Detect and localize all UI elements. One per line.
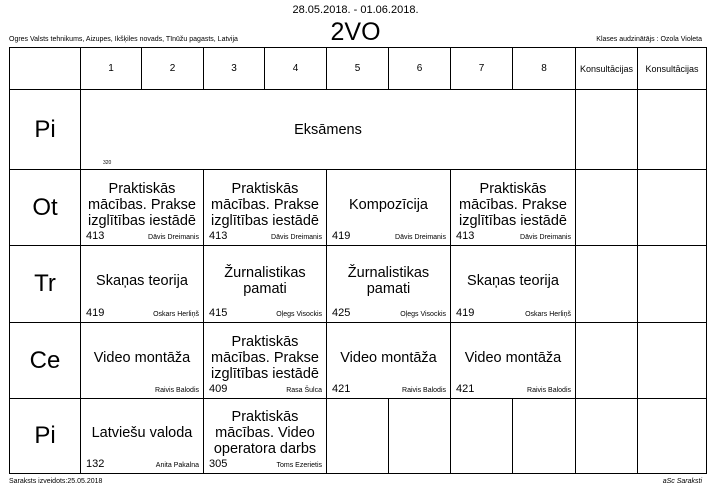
lesson-room: 413 [209,230,228,242]
corner-cell [9,47,81,90]
lesson-room: 421 [332,383,351,395]
class-title: 2VO [330,18,381,46]
lesson-teacher: Raivis Balodis [155,387,199,394]
lesson-room: 413 [456,230,475,242]
consultation-cell [637,322,707,399]
empty-cell [450,398,513,474]
lesson-thu-2[interactable] [203,322,327,399]
consultation-cell [575,398,638,474]
lesson-subject: Praktiskās mācības. Prakse izglītības iestādē [210,333,319,382]
lesson-teacher: Oļegs Visockis [276,311,322,318]
lesson-room: 419 [456,307,475,319]
lesson-subject: Kompozīcija [349,196,428,213]
consultation-cell [637,245,707,323]
lesson-teacher: Anita Pakalna [155,462,199,469]
school-name: Ogres Valsts tehnikums, Aizupes, Ikšķiles novads, Tīnūžu pagasts, Latvija [9,36,238,43]
period-header-2: 2 [141,47,204,90]
day-monday: Pi [9,89,81,170]
lesson-room: 132 [86,458,105,470]
day-wednesday: Tr [9,245,81,323]
lesson-teacher: Dāvis Dreimanis [395,234,446,241]
lesson-subject: Žurnalistikas pamati [224,265,306,297]
lesson-subject: Skaņas teorija [96,273,188,289]
lesson-subject: Latviešu valoda [91,425,193,441]
day-friday: Pi [9,398,81,474]
lesson-subject: Praktiskās mācības. Prakse izglītības iestādē [87,180,196,229]
software-credit: aSc Saraksti [662,478,702,485]
lesson-thu-1[interactable] [80,322,204,399]
lesson-subject: Eksāmens [294,121,362,138]
lesson-mon-exam[interactable] [80,89,576,170]
lesson-teacher: Oskars Herliņš [525,311,571,318]
consultation-cell [575,245,638,323]
period-header-7: 7 [450,47,513,90]
lesson-tue-1[interactable] [80,169,204,246]
empty-cell [512,398,576,474]
lesson-subject: Praktiskās mācības. Prakse izglītības iestādē [210,180,319,229]
lesson-teacher: Dāvis Dreimanis [148,234,199,241]
lesson-tue-4[interactable] [450,169,576,246]
lesson-subject: Praktiskās mācības. Prakse izglītības iestādē [458,180,567,229]
lesson-thu-4[interactable] [450,322,576,399]
lesson-room: 413 [86,230,105,242]
lesson-subject: Video montāža [340,349,437,366]
date-range: 28.05.2018. - 01.06.2018. [292,4,419,16]
period-header-4: 4 [264,47,327,90]
day-thursday: Ce [9,322,81,399]
lesson-teacher: Oskars Herliņš [153,311,199,318]
lesson-teacher: Raivis Balodis [527,387,571,394]
lesson-fri-1[interactable] [80,398,204,474]
lesson-teacher: Toms Ezerietis [276,462,322,469]
lesson-room: 419 [332,230,351,242]
consultation-header-2: Konsultācijas [637,47,707,90]
created-date: Saraksts izveidots:25.05.2018 [9,478,103,485]
lesson-room: 320 [103,160,112,166]
period-header-5: 5 [326,47,389,90]
period-header-3: 3 [203,47,265,90]
period-header-8: 8 [512,47,576,90]
lesson-wed-4[interactable] [450,245,576,323]
lesson-subject: Žurnalistikas pamati [347,265,430,297]
lesson-teacher: Raivis Balodis [402,387,446,394]
class-teacher: Klases audzinātājs : Ozola Violeta [596,36,702,43]
empty-cell [388,398,451,474]
lesson-wed-3[interactable] [326,245,451,323]
lesson-subject: Video montāža [464,349,562,366]
consultation-cell [637,169,707,246]
lesson-wed-1[interactable] [80,245,204,323]
period-header-1: 1 [80,47,142,90]
lesson-room: 419 [86,307,105,319]
lesson-wed-2[interactable] [203,245,327,323]
day-tuesday: Ot [9,169,81,246]
lesson-room: 409 [209,383,228,395]
lesson-room: 305 [209,458,228,470]
empty-cell [326,398,389,474]
lesson-tue-3[interactable] [326,169,451,246]
lesson-room: 415 [209,307,228,319]
lesson-tue-2[interactable] [203,169,327,246]
consultation-cell [575,322,638,399]
consultation-cell [637,398,707,474]
lesson-teacher: Dāvis Dreimanis [520,234,571,241]
lesson-subject: Video montāža [93,349,191,366]
lesson-teacher: Dāvis Dreimanis [271,234,322,241]
period-header-6: 6 [388,47,451,90]
consultation-cell [637,89,707,170]
lesson-room: 425 [332,307,351,319]
consultation-cell [575,169,638,246]
consultation-header-1: Konsultācijas [575,47,638,90]
lesson-fri-2[interactable] [203,398,327,474]
lesson-thu-3[interactable] [326,322,451,399]
consultation-cell [575,89,638,170]
lesson-room: 421 [456,383,475,395]
lesson-subject: Skaņas teorija [467,273,559,289]
lesson-teacher: Oļegs Visockis [400,311,446,318]
lesson-subject: Praktiskās mācības. Video operatora darbs [213,409,317,457]
lesson-teacher: Rasa Šulca [286,387,322,394]
